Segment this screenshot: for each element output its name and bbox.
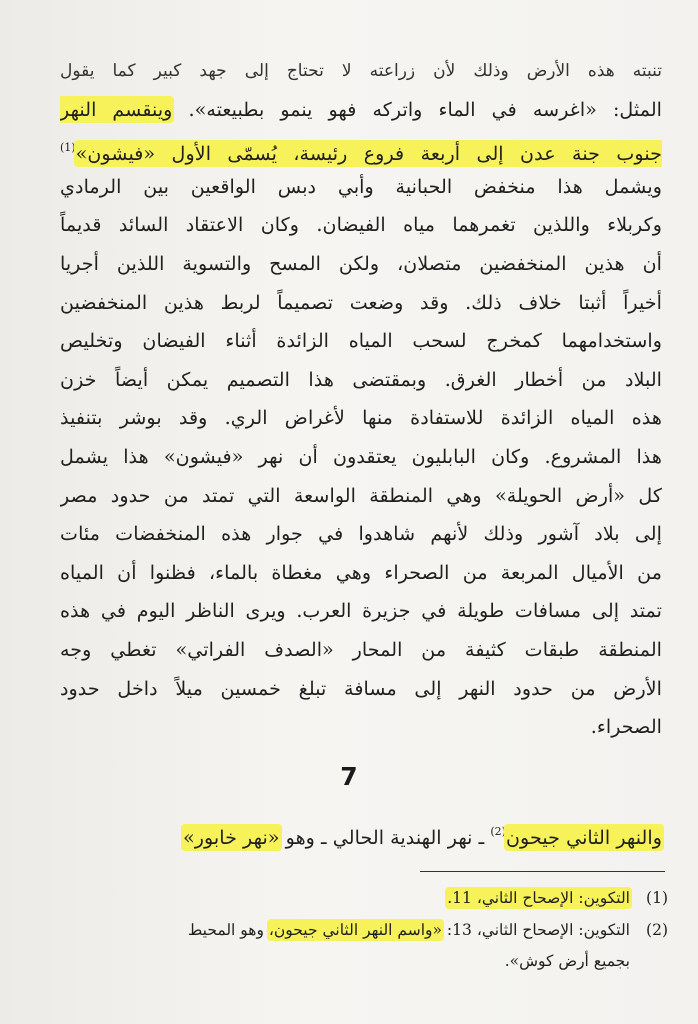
text-line-14: من الأميال المربعة من الصحراء وهي مغطاة بالماء، فظنوا أن المياه [60, 560, 662, 584]
footnote-2-plain: التكوين: الإصحاح الثاني، 13: [446, 921, 630, 939]
footnote-2-tail: وهو المحيط [187, 921, 264, 939]
footnote-marker-1[interactable]: (1) [60, 141, 76, 155]
text-line-15: تمتد إلى مسافات طويلة في جزيرة العرب. ويرى الناظر اليوم في هذه [60, 599, 662, 623]
section-heading [60, 816, 662, 854]
footnote-1 [60, 882, 668, 914]
text-line-16: المنطقة طبقات كثيفة من المحار «الصدف الفراتي» تغطي وجه [60, 637, 662, 661]
text-line-17: الأرض من حدود النهر إلى مسافة تبلغ خمسين ميلاً داخل حدود [60, 676, 662, 700]
text-line-6: أن هذين المنخفضين متصلان، ولكن المسح والتسوية اللذين أجريا [60, 251, 662, 275]
footnote-number: (1) [646, 889, 668, 907]
text-line-5: وكربلاء واللذين تغمرهما مياه الفيضان. وكان الاعتقاد السائد قديماً [60, 213, 662, 237]
footnote-2-continuation: بجميع أرض كوش». [504, 952, 630, 970]
section-number: 7 [340, 762, 358, 791]
footnote-marker-2[interactable]: (2) [490, 825, 506, 838]
text-line-1: تنبته هذه الأرض وذلك لأن زراعته لا تحتاج إلى جهد كبير كما يقول [60, 61, 662, 81]
heading-highlight-khabur: «نهر خابور» [182, 826, 280, 849]
text-line-2-plain: المثل: «اغرسه في الماء واتركه فهو ينمو بطبيعته». [188, 97, 662, 121]
main-paragraph [60, 52, 662, 747]
footnote-text [60, 882, 630, 914]
text-line-2 [60, 91, 662, 130]
text-line-18: الصحراء. [590, 715, 662, 739]
footnote-text [60, 914, 630, 946]
text-line-11: هذا المشروع. وكان البابليون يعتقدون أن نهر «فيشون» هذا يشمل [60, 444, 662, 468]
footnotes [60, 882, 668, 976]
highlighted-phrase-eden-branches: جنوب جنة عدن إلى أربعة فروع رئيسة، يُسمّى الأول «فيشون» [75, 142, 662, 166]
text-line-9: البلاد من أخطار الغرق. وبمقتضى هذا التصميم يمكن أيضاً خزن [60, 367, 662, 391]
text-line-13: إلى بلاد آشور وذلك لأنهم شاهدوا في جوار هذه المنخفضات مئات [60, 522, 662, 546]
heading-highlight-gihon: والنهر الثاني جيحون [505, 826, 662, 849]
text-line-8: واستخدامهما كمخرج لسحب المياه الزائدة أثناء الفيضان وتخليص [60, 329, 662, 353]
text-line-3 [60, 129, 662, 168]
heading-plain-text: ـ نهر الهندية الحالي ـ وهو [285, 826, 485, 849]
footnote-1-highlight: التكوين: الإصحاح الثاني، 11. [447, 889, 630, 907]
highlighted-phrase-river-divides: وينقسم النهر [60, 97, 173, 121]
text-line-4: ويشمل هذا منخفض الحبانية وأبي دبس الواقعين بين الرمادي [60, 174, 662, 198]
text-line-7: أخيراً أثبتا خلاف ذلك. وقد وضعت تصميماً لربط هذين المنخفضين [60, 290, 662, 314]
footnote-2 [60, 914, 668, 946]
footnote-divider [420, 871, 665, 872]
footnote-number: (2) [646, 921, 668, 939]
footnote-2-highlight: «واسم النهر الثاني جيحون، [268, 921, 442, 939]
text-line-12: كل «أرض الحويلة» وهي المنطقة الواسعة التي تمتد من حدود مصر [60, 483, 662, 507]
text-line-10: هذه المياه الزائدة للاستفادة منها لأغراض الري. وقد بوشر بتنفيذ [60, 406, 662, 430]
